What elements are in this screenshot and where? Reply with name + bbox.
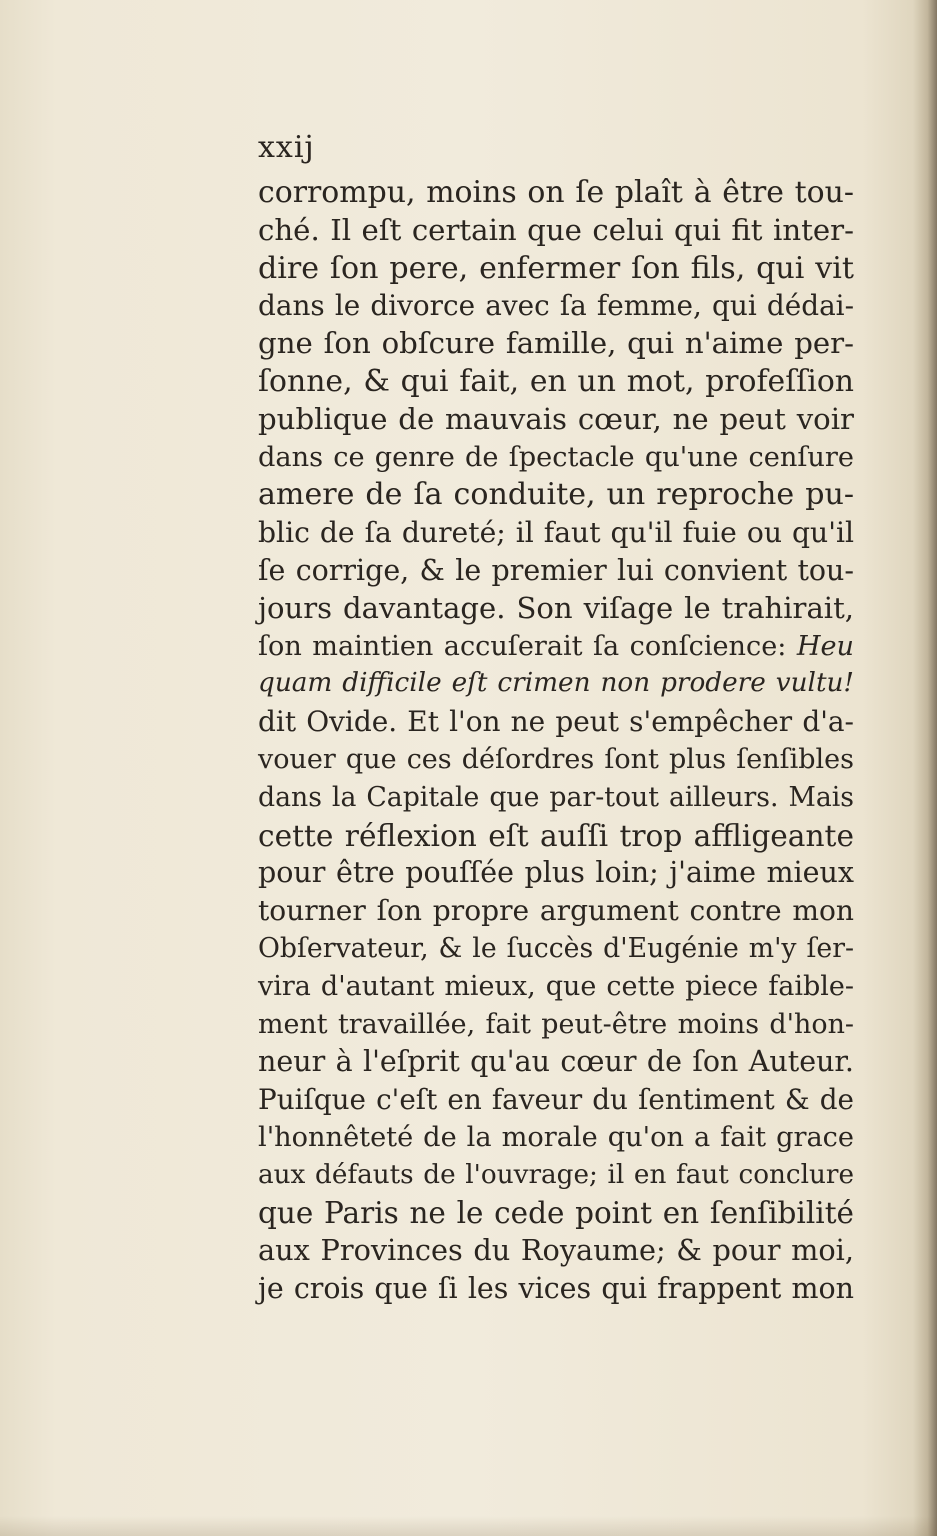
text-lines bbox=[258, 174, 854, 1308]
text-line: dit Ovide. Et l'on ne peut s'empêcher d'a- bbox=[258, 705, 854, 739]
text-line: dans la Capitale que par-tout ailleurs. Mais bbox=[258, 781, 854, 813]
text-line: que Paris ne le cede point en ſenſibilité bbox=[258, 1195, 854, 1230]
text-line: ſonne, & qui fait, en un mot, profeſſion bbox=[258, 363, 854, 399]
page-number: xxij bbox=[258, 130, 315, 165]
text-line: neur à l'eſprit qu'au cœur de ſon Auteur. bbox=[258, 1045, 854, 1079]
text-line: aux défauts de l'ouvrage; il en faut conclure bbox=[258, 1159, 854, 1190]
text-line: Obſervateur, & le ſuccès d'Eugénie m'y ſer- bbox=[258, 932, 854, 964]
text-line: quam difficile eſt crimen non prodere vultu! bbox=[258, 668, 854, 699]
text-block bbox=[258, 128, 854, 1308]
text-line: ſon maintien accuſerait ſa conſcience: Heu bbox=[258, 630, 854, 662]
text-line: amere de ſa conduite, un reproche pu- bbox=[258, 477, 854, 513]
page-bottom-shadow bbox=[0, 1516, 937, 1536]
text-line: gne ſon obſcure famille, qui n'aime per- bbox=[258, 326, 854, 361]
text-line: vira d'autant mieux, que cette piece faible- bbox=[258, 970, 854, 1002]
text-line: jours davantage. Son viſage le trahirait, bbox=[258, 590, 854, 625]
text-line: publique de mauvais cœur, ne peut voir bbox=[258, 401, 854, 436]
text-line: pour être pouſſée plus loin; j'aime mieux bbox=[258, 856, 854, 890]
text-line: ment travaillée, fait peut-être moins d'hon- bbox=[258, 1008, 854, 1040]
text-line: ché. Il eſt certain que celui qui fit inter- bbox=[258, 212, 854, 247]
text-line: dans le divorce avec ſa femme, qui dédai- bbox=[258, 289, 854, 323]
text-line: Puiſque c'eſt en faveur du ſentiment & de bbox=[258, 1083, 854, 1117]
text-line: aux Provinces du Royaume; & pour moi, bbox=[258, 1233, 854, 1268]
text-line: blic de ſa dureté; il faut qu'il fuie ou qu'il bbox=[258, 516, 854, 550]
page-gutter-shadow bbox=[913, 0, 937, 1536]
text-line: corrompu, moins on ſe plaît à être tou- bbox=[258, 175, 854, 210]
text-line: l'honnêteté de la morale qu'on a fait grace bbox=[258, 1121, 854, 1153]
text-line: ſe corrige, & le premier lui convient tou- bbox=[258, 553, 854, 587]
text-line: tourner ſon propre argument contre mon bbox=[258, 894, 854, 928]
text-line: cette réflexion eſt auſſi trop affligeante bbox=[258, 817, 854, 853]
text-line: vouer que ces déſordres ſont plus ſenſibles bbox=[258, 743, 854, 775]
text-line: je crois que ſi les vices qui frappent mon bbox=[258, 1272, 854, 1306]
text-line: dire ſon pere, enfermer ſon fils, qui vit bbox=[258, 250, 854, 286]
text-line: dans ce genre de ſpectacle qu'une cenſure bbox=[258, 441, 854, 473]
